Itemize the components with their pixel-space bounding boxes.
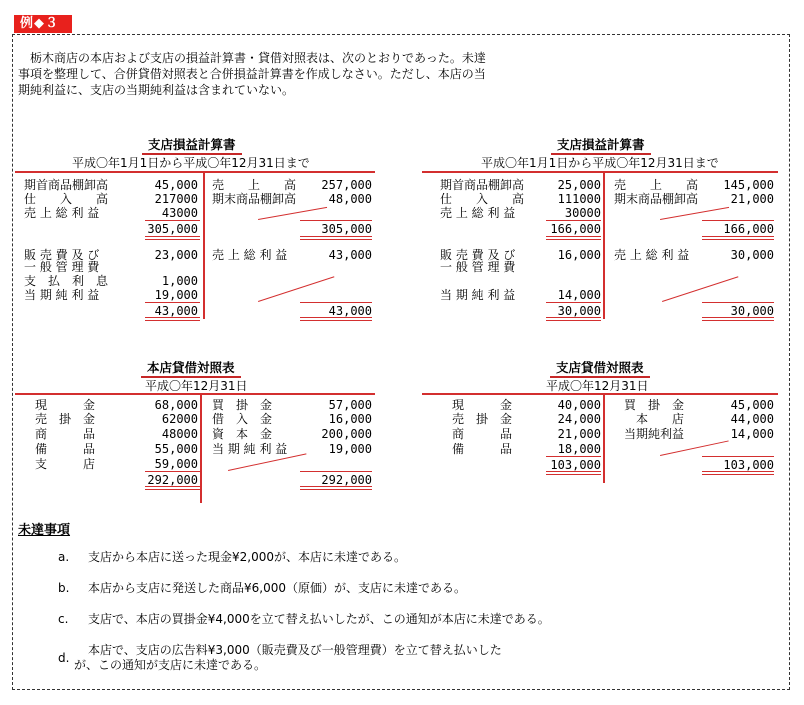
bs-right-total-cr: 103,000	[723, 458, 774, 472]
pl-left-r2-cr-amt: 48,000	[328, 192, 372, 206]
bs-right-r2-label: 売 掛 金	[452, 412, 513, 426]
pl-left-r1-cr-label: 売 上 高	[212, 178, 297, 192]
pl-left-t1-dr: 305,000	[147, 222, 198, 236]
pl-right-r7-label: 当 期 純 利 益	[440, 288, 516, 302]
pl-left-r1-amt: 45,000	[154, 178, 198, 192]
pl-left-r4-amt: 23,000	[154, 248, 198, 262]
bs-left-r2-cr-amt: 16,000	[328, 412, 372, 426]
bs-left-total-dr: 292,000	[147, 473, 198, 487]
pl-left-r2-amt: 217000	[154, 192, 198, 206]
pl-right-r4-label: 販 売 費 及 び	[440, 248, 516, 262]
bs-left-r4-cr-amt: 19,000	[328, 442, 372, 456]
pl-left-t2-dr: 43,000	[154, 304, 198, 318]
pl-right-r4-amt: 16,000	[557, 248, 601, 262]
bs-right-r2-amt: 24,000	[557, 412, 601, 426]
memo-text-d1: 本店で、支店の広告料¥3,000（販売費及び一般管理費）を立て替え払いした	[88, 643, 502, 657]
bs-left-r2-label: 売 掛 金	[35, 412, 96, 426]
pl-right-r2-cr-amt: 21,000	[730, 192, 774, 206]
bs-right-r2-cr-label: 本 店	[636, 412, 685, 426]
intro-text: 栃木商店の本店および支店の損益計算書・貸借対照表は、次のとおりであった。未達事項を整理して、合併貸借対照表と合併損益計算書を作成しなさい。ただし、本店の当期純利益に、支店の当期純利益は含まれていない。	[18, 51, 486, 97]
memo-text-b: 本店から支店に発送した商品¥6,000（原価）が、支店に未達である。	[88, 581, 466, 595]
bs-left-r3-label: 商 品	[35, 427, 96, 441]
pl-left-r7-amt: 19,000	[154, 288, 198, 302]
bs-left-r2-amt: 62000	[161, 412, 198, 426]
bs-right-r2-cr-amt: 44,000	[730, 412, 774, 426]
pl-left-period: 平成〇年1月1日から平成〇年12月31日まで	[72, 156, 310, 170]
pl-right-r4-cr-amt: 30,000	[730, 248, 774, 262]
pl-left-title: 支店損益計算書	[142, 138, 242, 155]
pl-right-r3-label: 売 上 総 利 益	[440, 206, 516, 220]
bs-left-r1-label: 現 金	[35, 398, 96, 412]
pl-left-r4-cr-label: 売 上 総 利 益	[212, 248, 288, 262]
pl-right-r2-cr-label: 期末商品棚卸高	[614, 192, 699, 206]
bs-right-r3-cr-amt: 14,000	[730, 427, 774, 441]
bs-right-r1-cr-amt: 45,000	[730, 398, 774, 412]
pl-left-r2-label: 仕 入 高	[24, 192, 109, 206]
pl-right-r7-amt: 14,000	[557, 288, 601, 302]
pl-right-r5-label: 一 般 管 理 費	[440, 260, 516, 274]
pl-left-r1-label: 期首商品棚卸高	[24, 178, 109, 192]
bs-right-r4-amt: 18,000	[557, 442, 601, 456]
pl-left-t2-cr: 43,000	[328, 304, 372, 318]
pl-right-r1-amt: 25,000	[557, 178, 601, 192]
pl-left-r3-amt: 43000	[161, 206, 198, 220]
pl-left-t1-cr: 305,000	[321, 222, 372, 236]
pl-right-r1-cr-label: 売 上 高	[614, 178, 699, 192]
bs-right-r4-label: 備 品	[452, 442, 513, 456]
pl-right-r3-amt: 30000	[564, 206, 601, 220]
pl-right-period: 平成〇年1月1日から平成〇年12月31日まで	[481, 156, 719, 170]
pl-left-r1-cr-amt: 257,000	[321, 178, 372, 192]
bs-right-period: 平成〇年12月31日	[546, 379, 649, 393]
bs-right-r3-amt: 21,000	[557, 427, 601, 441]
bs-left-r3-cr-label: 資 本 金	[212, 427, 273, 441]
bs-left-r1-cr-label: 買 掛 金	[212, 398, 273, 412]
bs-left-total-cr: 292,000	[321, 473, 372, 487]
pl-right-title: 支店損益計算書	[551, 138, 651, 155]
memo-mark-a: a.	[58, 550, 70, 564]
bs-left-r2-cr-label: 借 入 金	[212, 412, 273, 426]
pl-right-r2-amt: 111000	[557, 192, 601, 206]
bs-left-r4-label: 備 品	[35, 442, 96, 456]
pl-right-r1-label: 期首商品棚卸高	[440, 178, 525, 192]
pl-right-r1-cr-amt: 145,000	[723, 178, 774, 192]
memo-text-d2: が、この通知が支店に未達である。	[74, 658, 267, 672]
bs-left-r3-amt: 48000	[161, 427, 198, 441]
memo-item-c	[58, 611, 550, 627]
bs-right-r1-label: 現 金	[452, 398, 513, 412]
pl-left-r4-label: 販 売 費 及 び	[24, 248, 100, 262]
bs-left-r5-label: 支 店	[35, 457, 96, 471]
pl-left-r2-cr-label: 期末商品棚卸高	[212, 192, 297, 206]
bs-right-r1-cr-label: 買 掛 金	[624, 398, 685, 412]
memo-mark-b: b.	[58, 581, 70, 595]
pl-right-t1-cr: 166,000	[723, 222, 774, 236]
pl-right-r2-label: 仕 入 高	[440, 192, 525, 206]
pl-left-r7-label: 当 期 純 利 益	[24, 288, 100, 302]
bs-right-r1-amt: 40,000	[557, 398, 601, 412]
pl-left-r3-label: 売 上 総 利 益	[24, 206, 100, 220]
bs-left-title: 本店貸借対照表	[141, 361, 241, 378]
bs-left-r3-cr-amt: 200,000	[321, 427, 372, 441]
memo-item-b	[58, 580, 466, 596]
pl-left-r5-label: 一 般 管 理 費	[24, 260, 100, 274]
memo-mark-d: d.	[58, 651, 70, 665]
memo-item-a	[58, 549, 406, 565]
memo-heading: 未達事項	[18, 523, 71, 538]
pl-right-t2-cr: 30,000	[730, 304, 774, 318]
memo-text-c: 支店で、本店の買掛金¥4,000を立て替え払いしたが、この通知が本店に未達である。	[88, 612, 550, 626]
bs-right-total-dr: 103,000	[550, 458, 601, 472]
memo-mark-c: c.	[58, 612, 69, 626]
pl-right-t2-dr: 30,000	[557, 304, 601, 318]
bs-right-r3-label: 商 品	[452, 427, 513, 441]
bs-left-r4-cr-label: 当 期 純 利 益	[212, 442, 288, 456]
pl-left-r6-label: 支 払 利 息	[24, 274, 109, 288]
bs-left-r1-cr-amt: 57,000	[328, 398, 372, 412]
memo-text-a: 支店から本店に送った現金¥2,000が、本店に未達である。	[88, 550, 406, 564]
bs-left-period: 平成〇年12月31日	[145, 379, 248, 393]
pl-right-r4-cr-label: 売 上 総 利 益	[614, 248, 690, 262]
bs-right-r3-cr-label: 当期純利益	[624, 427, 685, 441]
pl-right-t1-dr: 166,000	[550, 222, 601, 236]
pl-left-r4-cr-amt: 43,000	[328, 248, 372, 262]
bs-left-r1-amt: 68,000	[154, 398, 198, 412]
pl-left-r6-amt: 1,000	[161, 274, 198, 288]
bs-left-r5-amt: 59,000	[154, 457, 198, 471]
bs-left-r4-amt: 55,000	[154, 442, 198, 456]
example-badge: 例◆３	[14, 15, 72, 33]
bs-right-title: 支店貸借対照表	[550, 361, 650, 378]
